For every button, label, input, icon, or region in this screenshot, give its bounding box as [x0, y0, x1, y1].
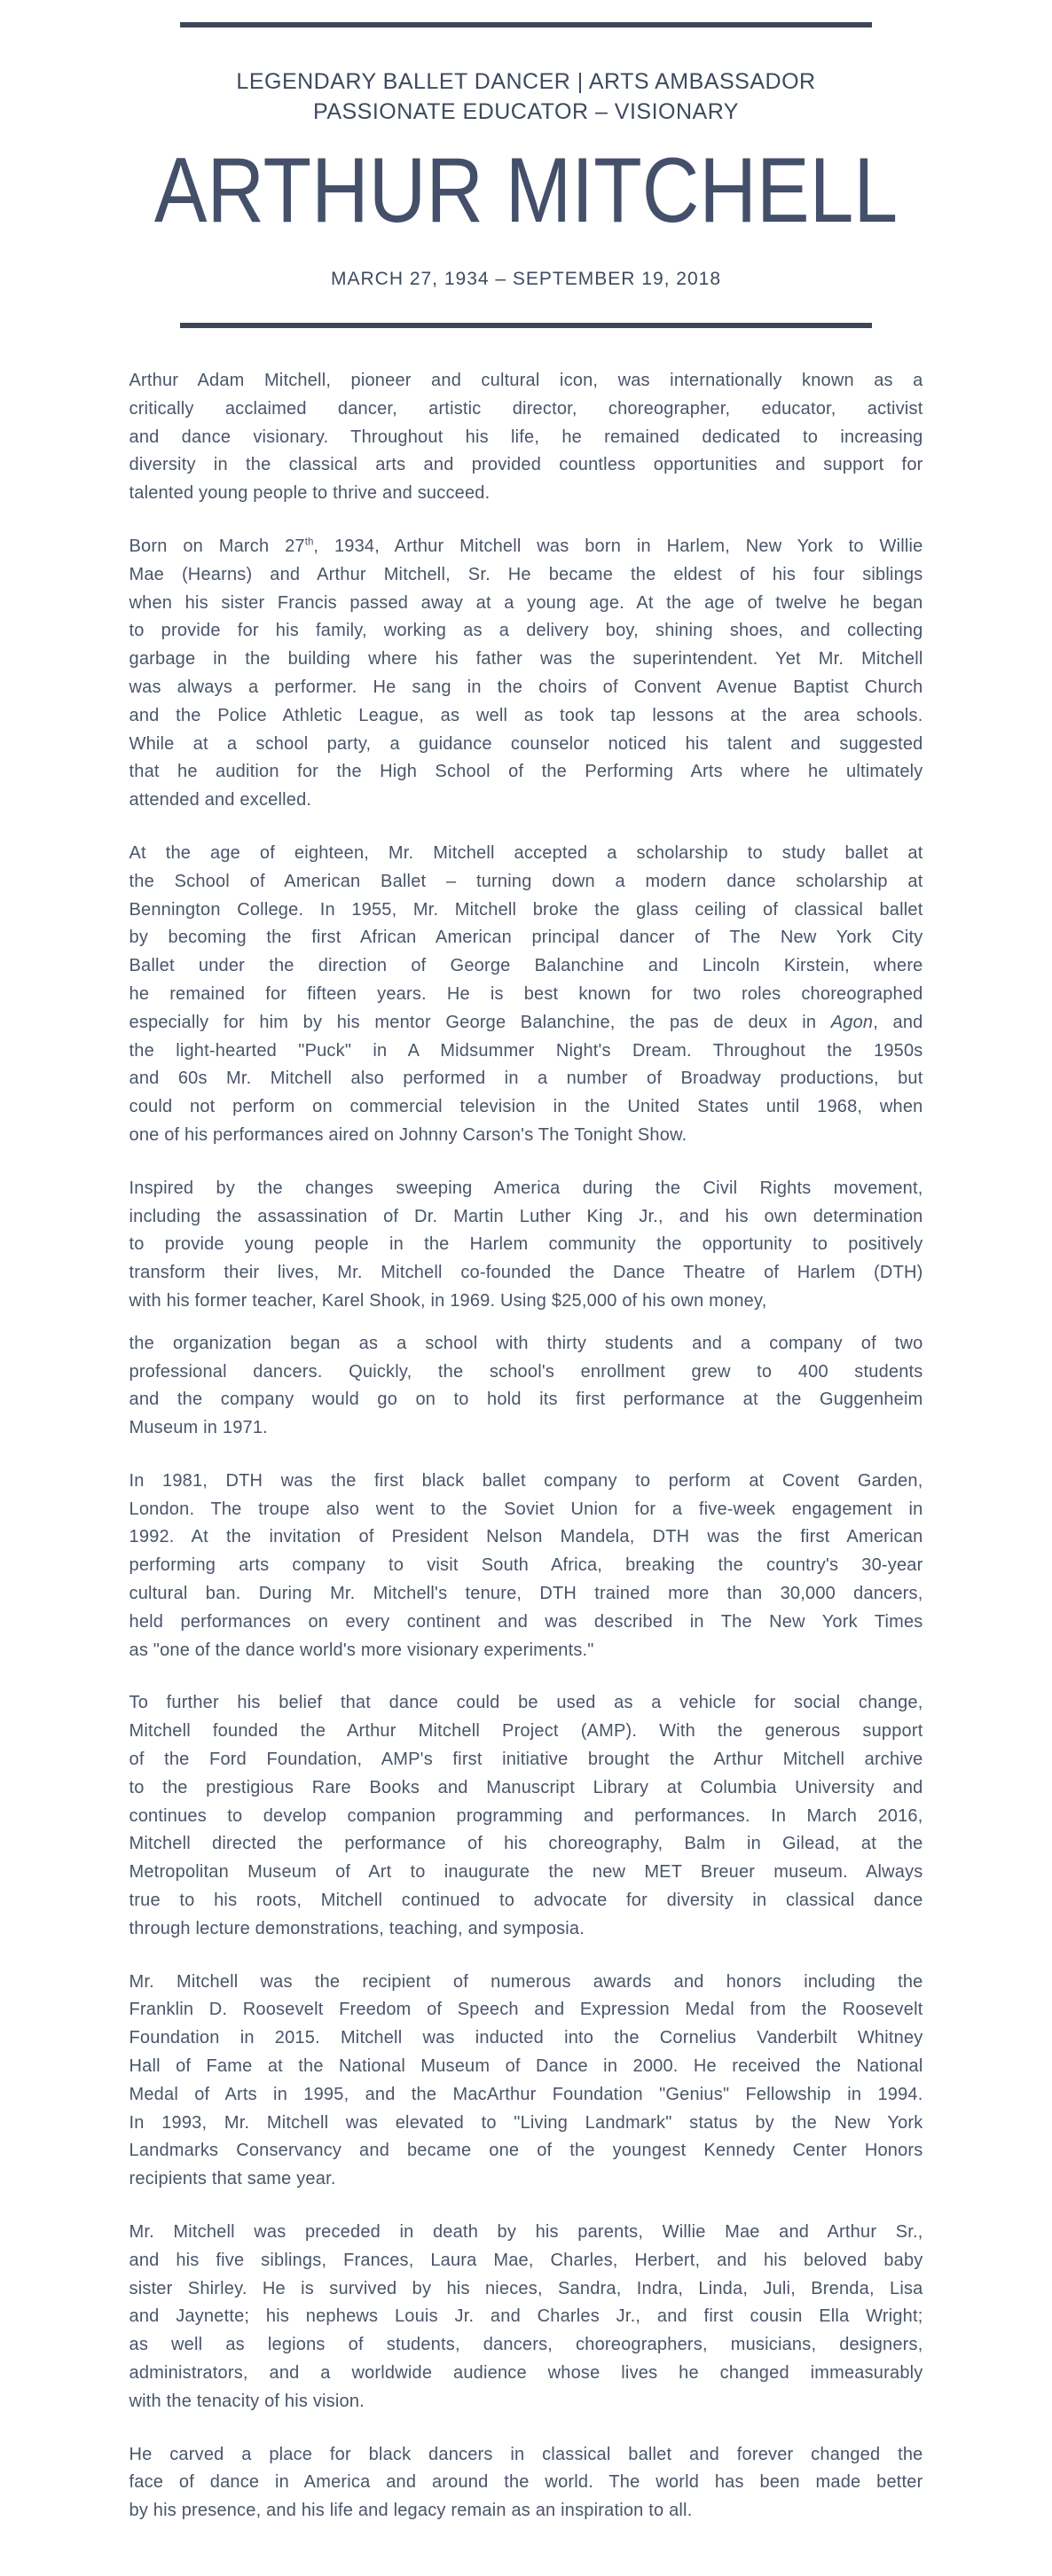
text-line: At the age of eighteen, Mr. Mitchell accepted a scholarship to study ballet at	[129, 842, 923, 863]
text-line: by his presence, and his life and legacy remain as an inspiration to all.	[129, 2501, 693, 2521]
text-line: with the tenacity of his vision.	[129, 2391, 365, 2411]
text-line: recipients that same year.	[129, 2169, 336, 2189]
text-line: performing arts company to visit South Africa, breaking the country's 30-year	[129, 1555, 923, 1576]
header-bottom-rule	[180, 323, 872, 328]
text-line: Mae (Hearns) and Arthur Mitchell, Sr. He became the eldest of his four siblings	[129, 564, 923, 584]
memorial-page	[0, 22, 1052, 2525]
text-line: held performances on every continent and was described in The New York Times	[129, 1611, 923, 1632]
paragraph	[130, 533, 923, 815]
paragraph	[130, 2441, 923, 2525]
text-line: Mr. Mitchell was the recipient of numerous awards and honors including the	[129, 1971, 923, 1992]
text-line: by becoming the first African American principal dancer of The New York City	[129, 928, 923, 948]
text-line: of the Ford Foundation, AMP's first initiative brought the Arthur Mitchell archive	[129, 1750, 923, 1770]
text-line: to provide for his family, working as a delivery boy, shining shoes, and collecting	[129, 621, 923, 641]
paragraph	[130, 1175, 923, 1316]
text-line: critically acclaimed dancer, artistic director, choreographer, educator, activist	[129, 398, 923, 419]
paragraph	[130, 840, 923, 1150]
memorial-header	[0, 67, 1052, 292]
text-line: Medal of Arts in 1995, and the MacArthur Foundation "Genius" Fellowship in 1994.	[129, 2084, 923, 2104]
text-line: could not perform on commercial television in the United States until 1968, when	[129, 1097, 923, 1117]
text-line: talented young people to thrive and succeed.	[129, 483, 491, 504]
text-line: garbage in the building where his father was the superintendent. Yet Mr. Mitchell	[129, 649, 923, 669]
header-roles	[0, 67, 1052, 127]
text-line: To further his belief that dance could be used as a vehicle for social change,	[129, 1693, 923, 1713]
text-line: was always a performer. He sang in the choirs of Convent Avenue Baptist Church	[129, 677, 923, 697]
text-line: including the assassination of Dr. Martin Luther King Jr., and his own determination	[129, 1206, 923, 1226]
text-line: He carved a place for black dancers in classical ballet and forever changed the	[129, 2444, 923, 2464]
text-line: Hall of Fame at the National Museum of Dance in 2000. He received the National	[129, 2056, 923, 2077]
text-line: Ballet under the direction of George Balanchine and Lincoln Kirstein, where	[129, 956, 923, 976]
text-line: with his former teacher, Karel Shook, in 1969. Using $25,000 of his own money,	[129, 1290, 767, 1311]
text-line: and his five siblings, Frances, Laura Mae, Charles, Herbert, and his beloved baby	[129, 2250, 923, 2270]
paragraph	[130, 1689, 923, 1943]
paragraph	[130, 1330, 923, 1443]
paragraph	[130, 367, 923, 508]
text-line: In 1993, Mr. Mitchell was elevated to "Living Landmark" status by the New York	[129, 2112, 923, 2133]
text-line: Arthur Adam Mitchell, pioneer and cultural icon, was internationally known as a	[129, 371, 923, 390]
text-line: the School of American Ballet – turning down a modern dance scholarship at	[129, 871, 923, 891]
text-line: through lecture demonstrations, teaching, and symposia.	[129, 1918, 585, 1938]
text-line: face of dance in America and around the world. The world has been made better	[129, 2472, 923, 2493]
text-line: Foundation in 2015. Mitchell was inducted into the Cornelius Vanderbilt Whitney	[129, 2028, 923, 2048]
header-top-rule	[180, 22, 872, 27]
text-line: one of his performances aired on Johnny Carson's The Tonight Show.	[129, 1124, 687, 1145]
paragraph	[130, 1969, 923, 2194]
text-line: cultural ban. During Mr. Mitchell's tenure, DTH trained more than 30,000 dancers,	[129, 1584, 923, 1604]
text-line: While at a school party, a guidance counselor noticed his talent and suggested	[129, 733, 923, 754]
text-line: the light-hearted "Puck" in A Midsummer Night's Dream. Throughout the 1950s	[129, 1040, 923, 1061]
text-line: Inspired by the changes sweeping America during the Civil Rights movement,	[129, 1178, 923, 1198]
memorial-document	[0, 22, 1052, 2576]
text-line: the organization began as a school with thirty students and a company of two	[129, 1333, 923, 1353]
text-line: professional dancers. Quickly, the school's enrollment grew to 400 students	[129, 1361, 923, 1382]
biography-article	[130, 367, 923, 2525]
text-line: administrators, and a worldwide audience whose lives he changed immeasurably	[129, 2363, 923, 2383]
text-line: that he audition for the High School of the Performing Arts where he ultimately	[129, 762, 923, 782]
text-line: as well as legions of students, dancers, choreographers, musicians, designers,	[129, 2335, 923, 2355]
header-roles-line1: LEGENDARY BALLET DANCER | ARTS AMBASSADOR	[236, 69, 816, 94]
text-line: and dance visionary. Throughout his life, he remained dedicated to increasing	[129, 427, 923, 447]
text-line: London. The troupe also went to the Soviet Union for a five-week engagement in	[129, 1499, 923, 1519]
text-line: Mitchell directed the performance of his choreography, Balm in Gilead, at the	[129, 1834, 923, 1854]
text-line: Landmarks Conservancy and became one of the youngest Kennedy Center Honors	[129, 2141, 923, 2161]
text-line: Museum in 1971.	[129, 1418, 268, 1438]
page-title: ARTHUR MITCHELL	[153, 139, 899, 242]
paragraph	[130, 1468, 923, 1665]
header-roles-line2: PASSIONATE EDUCATOR – VISIONARY	[313, 99, 739, 124]
text-line: and 60s Mr. Mitchell also performed in a number of Broadway productions, but	[129, 1069, 923, 1089]
text-line: as "one of the dance world's more visionary experiments."	[129, 1640, 594, 1660]
text-line: diversity in the classical arts and provided countless opportunities and support for	[129, 455, 923, 475]
text-line: and Jaynette; his nephews Louis Jr. and Charles Jr., and first cousin Ella Wright;	[129, 2306, 923, 2327]
text-line: Metropolitan Museum of Art to inaugurate the new MET Breuer museum. Always	[129, 1862, 923, 1883]
text-line: Bennington College. In 1955, Mr. Mitchell broke the glass ceiling of classical ballet	[129, 899, 923, 920]
text-line: true to his roots, Mitchell continued to advocate for diversity in classical dance	[129, 1891, 923, 1911]
text-line: Mr. Mitchell was preceded in death by his parents, Willie Mae and Arthur Sr.,	[129, 2222, 923, 2243]
text-line: Born on March 27th, 1934, Arthur Mitchell was born in Harlem, New York to Willie	[129, 536, 923, 556]
text-line: he remained for fifteen years. He is best known for two roles choreographed	[129, 983, 923, 1004]
text-line: attended and excelled.	[129, 790, 312, 810]
text-line: continues to develop companion programming and performances. In March 2016,	[129, 1805, 923, 1826]
life-dates: MARCH 27, 1934 – SEPTEMBER 19, 2018	[330, 269, 722, 289]
text-line: and the Police Athletic League, as well as took tap lessons at the area schools.	[129, 705, 923, 725]
text-line: transform their lives, Mr. Mitchell co-founded the Dance Theatre of Harlem (DTH)	[129, 1263, 923, 1283]
paragraph	[130, 2219, 923, 2416]
text-line: Mitchell founded the Arthur Mitchell Project (AMP). With the generous support	[129, 1721, 923, 1742]
text-line: Franklin D. Roosevelt Freedom of Speech and Expression Medal from the Roosevelt	[129, 2000, 923, 2020]
text-line: when his sister Francis passed away at a young age. At the age of twelve he began	[129, 592, 923, 613]
text-line: sister Shirley. He is survived by his nieces, Sandra, Indra, Linda, Juli, Brenda, Lisa	[129, 2278, 923, 2298]
text-line: to the prestigious Rare Books and Manuscript Library at Columbia University and	[129, 1777, 923, 1797]
text-line: In 1981, DTH was the first black ballet company to perform at Covent Garden,	[129, 1470, 923, 1491]
text-line: especially for him by his mentor George Balanchine, the pas de deux in Agon, and	[129, 1012, 923, 1032]
text-line: to provide young people in the Harlem community the opportunity to positively	[129, 1234, 923, 1255]
text-line: and the company would go on to hold its first performance at the Guggenheim	[129, 1390, 923, 1410]
text-line: 1992. At the invitation of President Nelson Mandela, DTH was the first American	[129, 1527, 923, 1547]
